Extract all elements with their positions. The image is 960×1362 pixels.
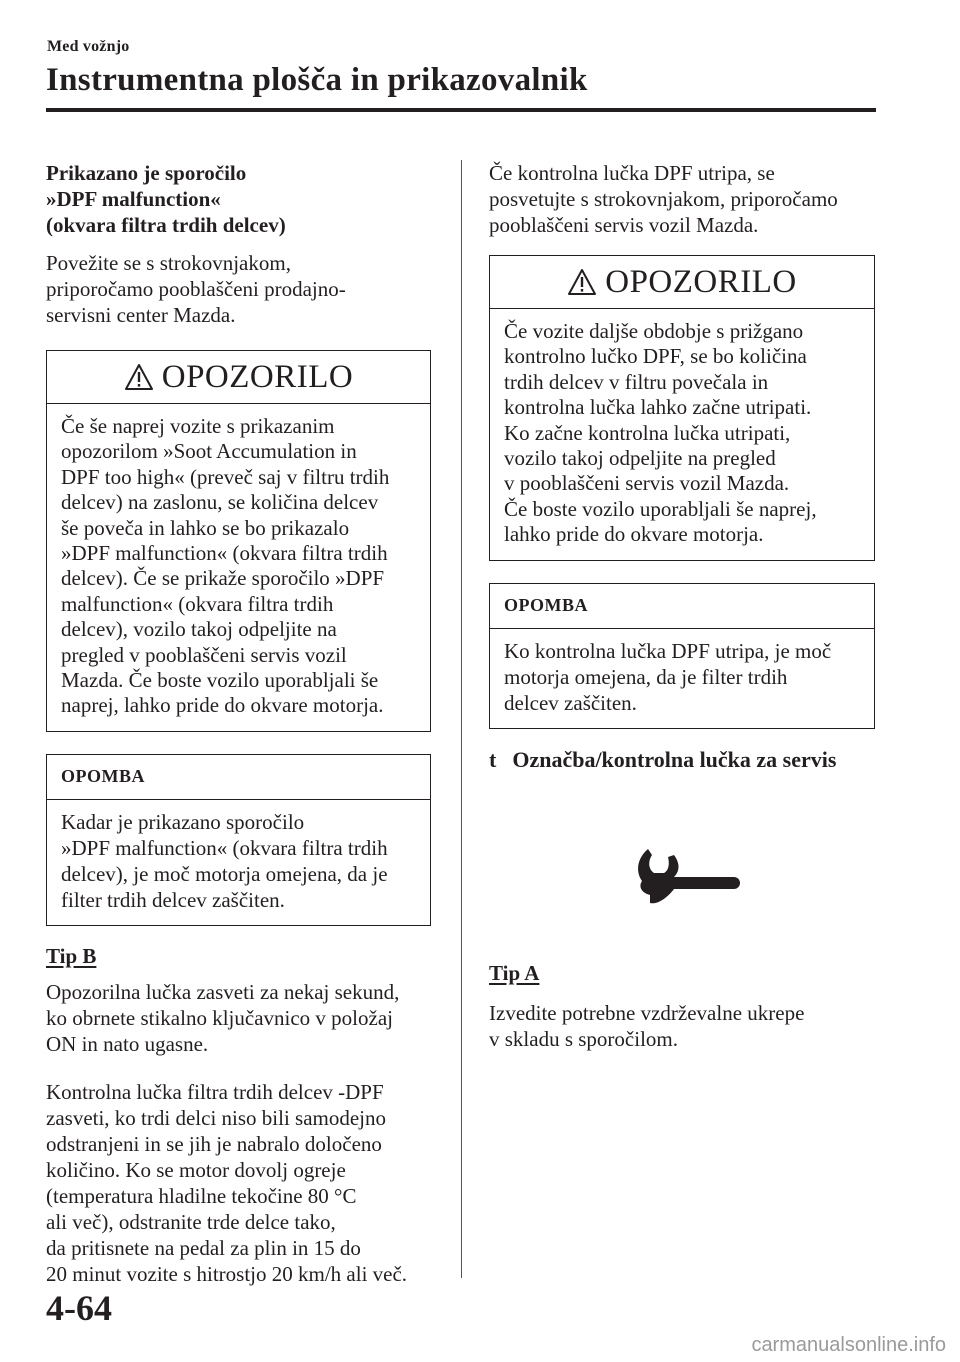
text-line: (temperatura hladilne tekočine 80 °C xyxy=(46,1183,357,1208)
page-number: 4-64 xyxy=(46,1288,112,1328)
column-divider xyxy=(461,160,462,1278)
text-line: filter trdih delcev zaščiten. xyxy=(61,887,285,912)
text-line: delcev). Če se prikaže sporočilo »DPF xyxy=(61,566,385,591)
wrench-icon xyxy=(634,843,744,907)
text-line: pooblaščeni servis vozil Mazda. xyxy=(489,213,759,237)
warning-text xyxy=(47,403,430,731)
intro-paragraph xyxy=(46,250,436,328)
text-line: delcev zaščiten. xyxy=(504,690,637,715)
left-column xyxy=(46,160,436,1287)
text-line: vozilo takoj odpeljite na pregled xyxy=(504,446,776,471)
service-heading xyxy=(489,747,881,773)
text-line: Izvedite potrebne vzdrževalne ukrepe xyxy=(489,1000,805,1025)
text-line: motorja omejena, da je filter trdih xyxy=(504,664,788,689)
note-box xyxy=(46,754,431,926)
warning-triangle-icon xyxy=(124,363,154,391)
text-line: 20 minut vozite s hitrostjo 20 km/h ali več. xyxy=(46,1261,408,1286)
text-line: trdih delcev v filtru povečala in xyxy=(504,369,769,394)
note-title: OPOMBA xyxy=(61,766,145,787)
warning-header xyxy=(490,256,874,308)
warning-title: OPOZORILO xyxy=(605,263,797,300)
heading-line: »DPF malfunction« xyxy=(46,187,221,211)
warning-box xyxy=(46,350,431,732)
title-rule xyxy=(46,108,876,112)
right-column xyxy=(489,160,881,1052)
text-line: Če še naprej vozite s prikazanim xyxy=(61,414,335,438)
dpf-body-paragraph xyxy=(46,1079,436,1287)
intro-paragraph xyxy=(489,160,881,238)
text-line: da pritisnete na pedal za plin in 15 do xyxy=(46,1235,361,1260)
text-line: Mazda. Če boste vozilo uporabljali še xyxy=(61,668,379,693)
note-box xyxy=(489,583,875,729)
text-line: Ko kontrolna lučka DPF utripa, je moč xyxy=(504,638,832,663)
tip-b-label: Tip B xyxy=(46,943,97,968)
text-line: kontrolna lučka lahko začne utripati. xyxy=(504,395,812,420)
warning-triangle-icon xyxy=(567,268,597,296)
text-line: ko obrnete stikalno ključavnico v položaj xyxy=(46,1005,393,1030)
warning-text xyxy=(490,308,874,560)
heading-line: Prikazano je sporočilo xyxy=(46,161,247,185)
section-bullet: t xyxy=(489,746,497,772)
warning-box xyxy=(489,255,875,561)
watermark: carmanualsonline.info xyxy=(751,1334,946,1356)
text-line: Kontrolna lučka filtra trdih delcev -DPF xyxy=(46,1079,384,1104)
tip-b-paragraph xyxy=(46,979,436,1057)
text-line: »DPF malfunction« (okvara filtra trdih xyxy=(61,835,388,860)
text-line: Kadar je prikazano sporočilo xyxy=(61,809,305,834)
text-line: Opozorilna lučka zasveti za nekaj sekund, xyxy=(46,979,400,1004)
text-line: v pooblaščeni servis vozil Mazda. xyxy=(504,471,790,496)
note-text xyxy=(490,628,874,728)
text-line: Ko začne kontrolna lučka utripati, xyxy=(504,420,791,445)
text-line: DPF too high« (preveč saj v filtru trdih xyxy=(61,464,390,489)
text-line: pregled v pooblaščeni servis vozil xyxy=(61,642,347,667)
text-line: naprej, lahko pride do okvare motorja. xyxy=(61,693,384,718)
text-line: ali več), odstranite trde delce tako, xyxy=(46,1209,336,1234)
text-line: količino. Ko se motor dovolj ogreje xyxy=(46,1157,346,1182)
text-line: posvetujte s strokovnjakom, priporočamo xyxy=(489,187,838,211)
text-line: lahko pride do okvare motorja. xyxy=(504,522,764,547)
text-line: Če vozite daljše obdobje s prižgano xyxy=(504,319,804,343)
text-line: »DPF malfunction« (okvara filtra trdih xyxy=(61,541,388,566)
warning-title: OPOZORILO xyxy=(161,358,354,395)
tip-a-label: Tip A xyxy=(489,960,540,985)
text-line: v skladu s sporočilom. xyxy=(489,1026,678,1051)
page-title: Instrumentna plošča in prikazovalnik xyxy=(46,62,588,98)
text-line: zasveti, ko trdi delci niso bili samodejno xyxy=(46,1105,387,1130)
text-line: delcev), je moč motorja omejena, da je xyxy=(61,861,388,886)
note-title: OPOMBA xyxy=(504,595,588,616)
tip-a-paragraph xyxy=(489,1000,881,1052)
warning-header xyxy=(47,351,430,403)
text-line: Če boste vozilo uporabljali še naprej, xyxy=(504,496,817,521)
text-line: malfunction« (okvara filtra trdih xyxy=(61,591,334,616)
text-line: ON in nato ugasne. xyxy=(46,1031,209,1056)
section-label: Med vožnjo xyxy=(47,38,130,55)
text-line: delcev) na zaslonu, se količina delcev xyxy=(61,490,379,515)
text-line: priporočamo pooblaščeni prodajno- xyxy=(46,277,346,301)
text-line: še poveča in lahko se bo prikazalo xyxy=(61,515,350,540)
text-line: Če kontrolna lučka DPF utripa, se xyxy=(489,161,775,185)
text-line: delcev), vozilo takoj odpeljite na xyxy=(61,617,337,642)
dpf-malfunction-heading xyxy=(46,160,436,238)
note-text xyxy=(47,799,430,925)
text-line: kontrolno lučko DPF, se bo količina xyxy=(504,344,807,369)
text-line: opozorilom »Soot Accumulation in xyxy=(61,439,357,464)
service-indicator xyxy=(634,843,744,907)
text-line: odstranjeni in se jih je nabralo določeno xyxy=(46,1131,382,1156)
service-heading-text: Označba/kontrolna lučka za servis xyxy=(512,746,837,772)
text-line: Povežite se s strokovnjakom, xyxy=(46,251,291,275)
heading-line: (okvara filtra trdih delcev) xyxy=(46,213,286,237)
text-line: servisni center Mazda. xyxy=(46,303,236,327)
